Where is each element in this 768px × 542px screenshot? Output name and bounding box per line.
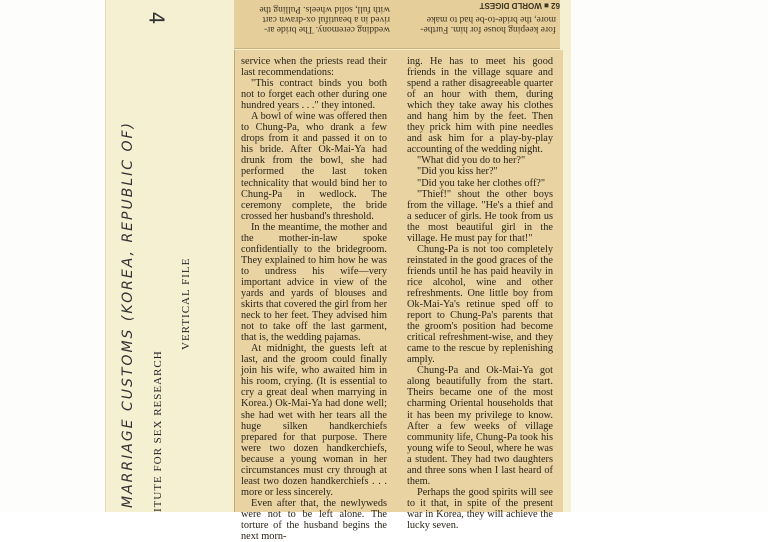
header-line: more, the bride-to-be had to make [426, 14, 556, 24]
paragraph: In the meantime, the mother and the mother-in-law spoke confidentially to the bridegroom. They explained to him how he was to undress his wife—very important advice in view of the yards and yards of blouses and skirts that covered the girl from her neck to her feet. They advised him not to take off the last garment, that is, the wedding pajamas. [241, 221, 387, 344]
page-label: 62 ■ WORLD DIGEST [479, 1, 560, 10]
header-line: rived in a beautiful ox-drawn cart [262, 14, 390, 24]
paragraph: Perhaps the good spirits will see to it that, in spite of the present war in Korea, they will achieve the lucky seven. [407, 486, 553, 531]
article-column-left [241, 56, 387, 542]
paragraph: "Did you take her clothes off?" [417, 177, 546, 189]
article-clipping [234, 50, 563, 542]
paragraph: A bowl of wine was offered then to Chung-Pa, who drank a few drops from it and passed it on to his bride. After Ok-Mai-Ya had drunk from the bowl, she had performed the last token technicality that would bind her to Chung-Pa in wedlock. The ceremony complete, the bride crossed her husband's threshold. [241, 111, 387, 222]
handwritten-mark: 4 [144, 11, 169, 25]
paragraph: "Thief!" shout the other boys from the village. "He's a thief and a seducer of girls. He took from us the most beautiful girl in the village. He must pay for that!" [407, 188, 553, 244]
header-line: with full, solid wheels. Pulling the [259, 4, 390, 14]
institute-stamp: ITUTE FOR SEX RESEARCH [152, 350, 164, 512]
header-line: wedding ceremony. The bride ar- [264, 24, 390, 34]
paragraph: Chung-Pa is not too completely reinstated in the good graces of the friends until he has paid heavily in rice alcohol, wine and other refreshments. One little boy from Ok-Mai-Ya's retinue sped off to report to Chung-Pa's parents that the groom's position had become critical refreshment-wise, and they came to the rescue by replenishing amply. [407, 243, 553, 366]
article-column-right [407, 56, 553, 531]
header-line: fore keeping house for him. Furthe- [420, 24, 556, 34]
header-right-column [240, 4, 390, 34]
paragraph: "What did you do to her?" [417, 155, 526, 167]
paragraph: At midnight, the guests left at last, and the groom could finally join his wife, who awaited him in his room, crying. (It is essential to cry a great deal when marrying in Korea.) Ok-Mai-Ya had done well; she had wet with her tears all the huge silken handkerchiefs prepared for that purpose. There were two dozen handkerchiefs, because a young woman in her circumstances must cry through at least two dozen handkerchiefs . . . more or less sincerely. [241, 343, 387, 498]
header-left-column [406, 14, 556, 34]
vertical-file-stamp: VERTICAL FILE [180, 257, 192, 350]
paragraph: Even after that, the newlyweds were not to be left alone. The torture of the husband begins the next morn- [241, 497, 387, 542]
paragraph: Chung-Pa and Ok-Mai-Ya got along beautifully from the start. Theirs became one of the most charming Oriental households that it has been my privilege to know. After a few weeks of village community life, Chung-Pa took his young wife to Seoul, where he was a student. They had two daughters and three sons when I last heard of them. [407, 365, 553, 487]
paragraph: service when the priests read their last recommendations: [241, 56, 387, 79]
paragraph: "Did you kiss her?" [417, 166, 498, 178]
paragraph: ing. He has to meet his good friends in the village square and spend a rather disagreeable quarter of an hour with them, during which they take away his clothes and hang him by the feet. Then they prick him with pine needles and ask him for a play-by-play accounting of the wedding night. [407, 56, 553, 156]
paragraph: "This contract binds you both not to forget each other during one hundred years . . ." they intoned. [241, 78, 387, 112]
handwritten-subject: MARRIAGE CUSTOMS (KOREA, REPUBLIC OF) [120, 120, 136, 508]
header-strip [234, 0, 560, 49]
